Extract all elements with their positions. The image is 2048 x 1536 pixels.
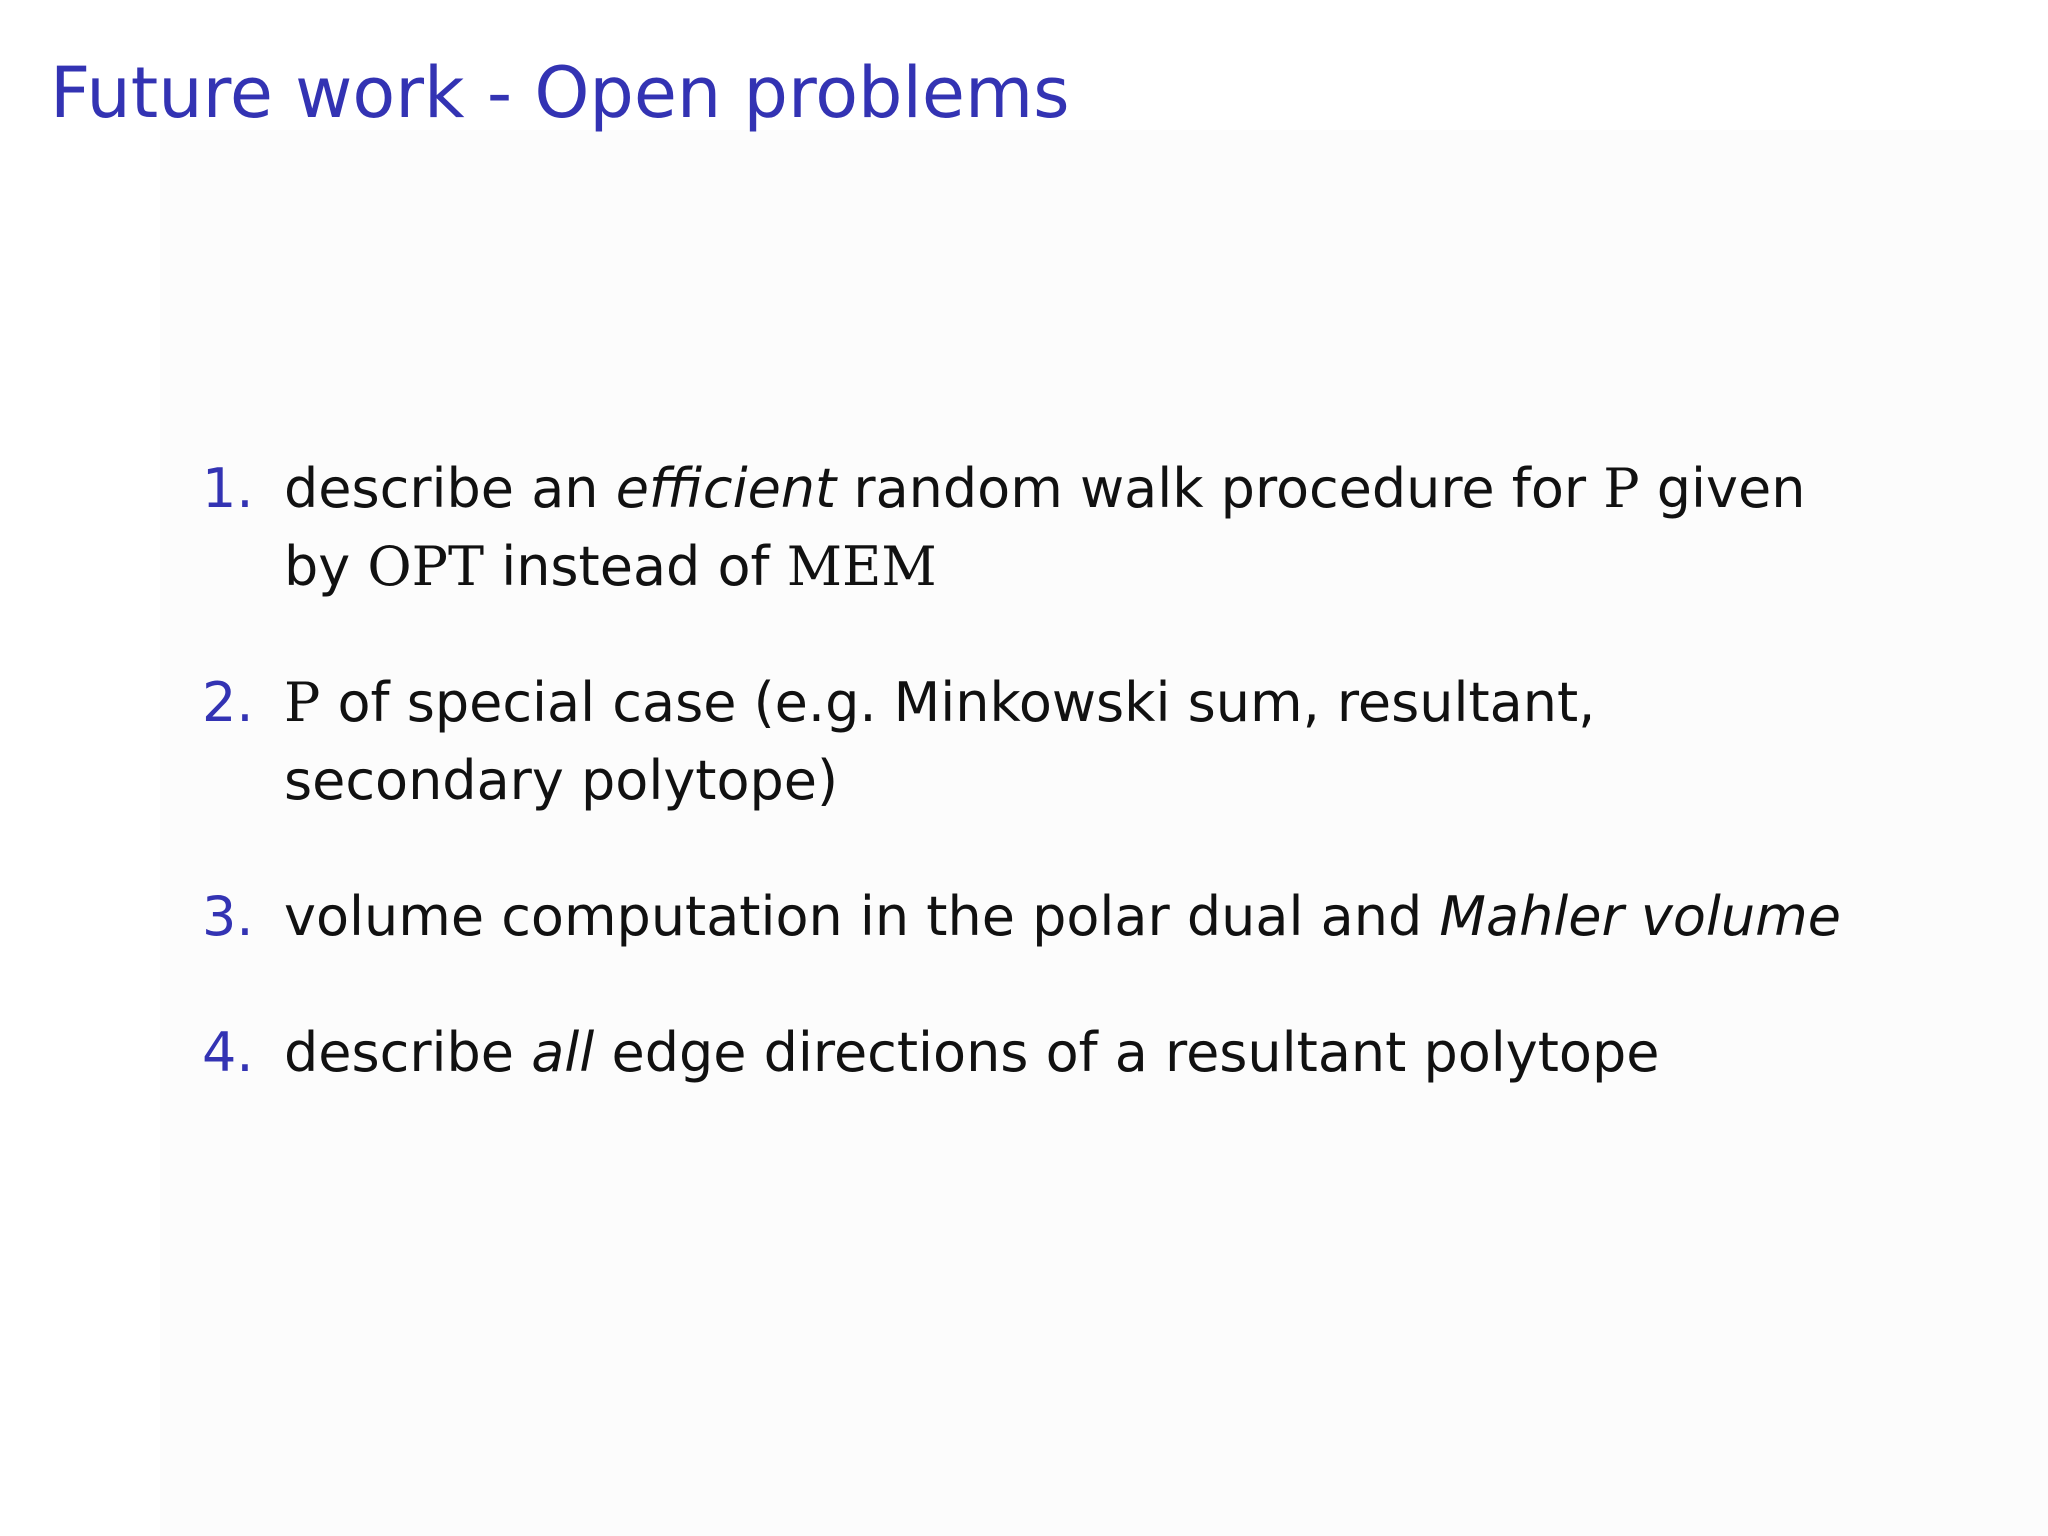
item-text: describe an efficient random walk procedure for P given by OPT instead of MEM xyxy=(284,457,1806,598)
emphasis-mahler-volume: Mahler volume xyxy=(1439,885,1841,948)
math-p: P xyxy=(284,671,321,734)
item-text: volume computation in the polar dual and Mahler volume xyxy=(284,885,1841,948)
list-item-4 xyxy=(202,1014,1862,1092)
math-mem: MEM xyxy=(786,535,937,598)
item-number: 3. xyxy=(202,885,254,948)
list-item-3 xyxy=(202,878,1862,956)
emphasis-all: all xyxy=(531,1021,595,1084)
item-number: 2. xyxy=(202,671,254,734)
math-opt: OPT xyxy=(367,535,485,598)
open-problems-list xyxy=(202,450,1862,1150)
emphasis-efficient: efficient xyxy=(615,457,837,520)
list-item-2 xyxy=(202,664,1862,820)
list-item-1 xyxy=(202,450,1862,606)
item-text: P of special case (e.g. Minkowski sum, resultant, secondary polytope) xyxy=(284,671,1596,812)
slide-title: Future work - Open problems xyxy=(50,52,1070,134)
math-p: P xyxy=(1603,457,1640,520)
item-number: 4. xyxy=(202,1021,254,1084)
item-text: describe all edge directions of a resultant polytope xyxy=(284,1021,1660,1084)
item-number: 1. xyxy=(202,457,254,520)
